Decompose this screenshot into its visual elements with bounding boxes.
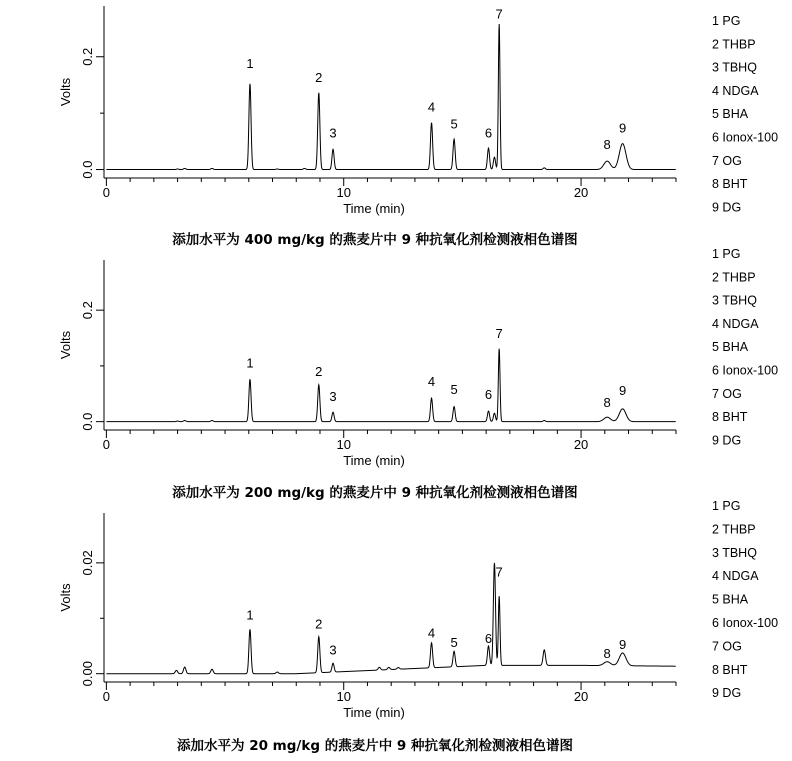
legend-item: 9 DG [712, 686, 742, 701]
legend-item: 6 Ionox-100 [712, 130, 779, 145]
y-tick-label: 0.2 [80, 301, 95, 320]
legend [712, 247, 778, 447]
peak-label: 9 [618, 120, 627, 136]
legend-item: 5 BHA [712, 107, 749, 122]
peak-label: 2 [315, 616, 323, 632]
y-axis-title: Volts [58, 77, 73, 107]
x-tick-label: 10 [336, 437, 351, 452]
legend-item: 2 THBP [712, 37, 756, 52]
peak-label: 5 [450, 381, 458, 397]
chart-panel-1 [58, 6, 778, 248]
y-axis-title: Volts [58, 583, 73, 612]
legend-item: 1 PG [712, 14, 741, 28]
peak-label: 7 [495, 6, 503, 22]
x-axis-title: Time (min) [343, 201, 405, 216]
chart-panel-2 [58, 247, 778, 501]
x-tick-label: 10 [336, 185, 351, 200]
legend-item: 6 Ionox-100 [712, 616, 779, 630]
chart-caption: 添加水平为 200 mg/kg 的燕麦片中 9 种抗氧化剂检测液相色谱图 [172, 485, 578, 501]
peak-label: 5 [450, 116, 458, 132]
peak-label: 7 [495, 564, 503, 580]
x-tick-label: 20 [573, 185, 589, 200]
legend-item: 4 NDGA [712, 316, 759, 331]
peak-label: 2 [315, 70, 323, 86]
legend-item: 3 TBHQ [712, 545, 757, 560]
peak-label: 4 [427, 625, 436, 641]
peak-label: 6 [484, 631, 493, 647]
legend [712, 499, 778, 700]
y-tick-label: 0.0 [80, 160, 95, 179]
legend-item: 3 TBHQ [712, 60, 757, 75]
legend-item: 5 BHA [712, 340, 749, 355]
x-tick-label: 20 [573, 689, 589, 704]
x-tick-label: 10 [336, 689, 351, 704]
peak-label: 9 [618, 382, 627, 398]
legend-item: 2 THBP [712, 522, 756, 537]
peak-label: 3 [329, 389, 337, 405]
peak-label: 9 [618, 636, 627, 652]
signal-trace [106, 24, 675, 169]
legend-item: 3 TBHQ [712, 293, 757, 308]
x-tick-label: 0 [102, 437, 110, 452]
peak-label: 2 [315, 363, 323, 379]
x-tick-label: 0 [102, 185, 110, 200]
peak-label: 7 [495, 326, 503, 342]
peak-label: 4 [427, 373, 436, 389]
legend-item: 5 BHA [712, 592, 749, 607]
peak-label: 1 [246, 607, 254, 623]
x-axis-title: Time (min) [343, 453, 405, 468]
chart-panel-3 [58, 499, 778, 754]
legend-item: 7 OG [712, 386, 742, 401]
legend-item: 9 DG [712, 433, 742, 448]
legend-item: 4 NDGA [712, 569, 759, 584]
chart-caption: 添加水平为 20 mg/kg 的燕麦片中 9 种抗氧化剂检测液相色谱图 [177, 738, 573, 754]
peak-label: 1 [246, 355, 254, 371]
legend-item: 8 BHT [712, 177, 748, 192]
peak-label: 8 [603, 137, 611, 153]
peak-label: 5 [450, 635, 458, 651]
y-tick-label: 0.02 [80, 550, 95, 576]
y-tick-label: 0.00 [80, 661, 95, 687]
legend-item: 2 THBP [712, 270, 756, 285]
legend-item: 7 OG [712, 153, 742, 168]
legend-item: 1 PG [712, 499, 741, 513]
legend-item: 9 DG [712, 200, 742, 215]
x-tick-label: 0 [102, 689, 110, 704]
peak-label: 4 [427, 99, 436, 115]
legend-item: 1 PG [712, 247, 741, 261]
peak-label: 6 [484, 386, 493, 402]
peak-label: 8 [603, 646, 611, 662]
chart-caption: 添加水平为 400 mg/kg 的燕麦片中 9 种抗氧化剂检测液相色谱图 [172, 232, 578, 248]
x-axis-title: Time (min) [343, 705, 405, 720]
signal-trace [106, 349, 675, 422]
x-tick-label: 20 [573, 437, 589, 452]
legend-item: 7 OG [712, 639, 742, 654]
y-tick-label: 0.2 [80, 47, 95, 66]
legend-item: 8 BHT [712, 662, 748, 677]
peak-label: 8 [603, 395, 611, 411]
peak-label: 3 [329, 642, 337, 658]
legend [712, 14, 778, 214]
peak-label: 3 [329, 125, 337, 141]
legend-item: 8 BHT [712, 410, 748, 425]
y-tick-label: 0.0 [80, 412, 95, 431]
signal-trace [106, 563, 675, 674]
legend-item: 4 NDGA [712, 83, 759, 98]
peak-label: 6 [484, 125, 493, 141]
y-axis-title: Volts [58, 330, 73, 360]
peak-label: 1 [246, 56, 254, 72]
legend-item: 6 Ionox-100 [712, 363, 779, 378]
